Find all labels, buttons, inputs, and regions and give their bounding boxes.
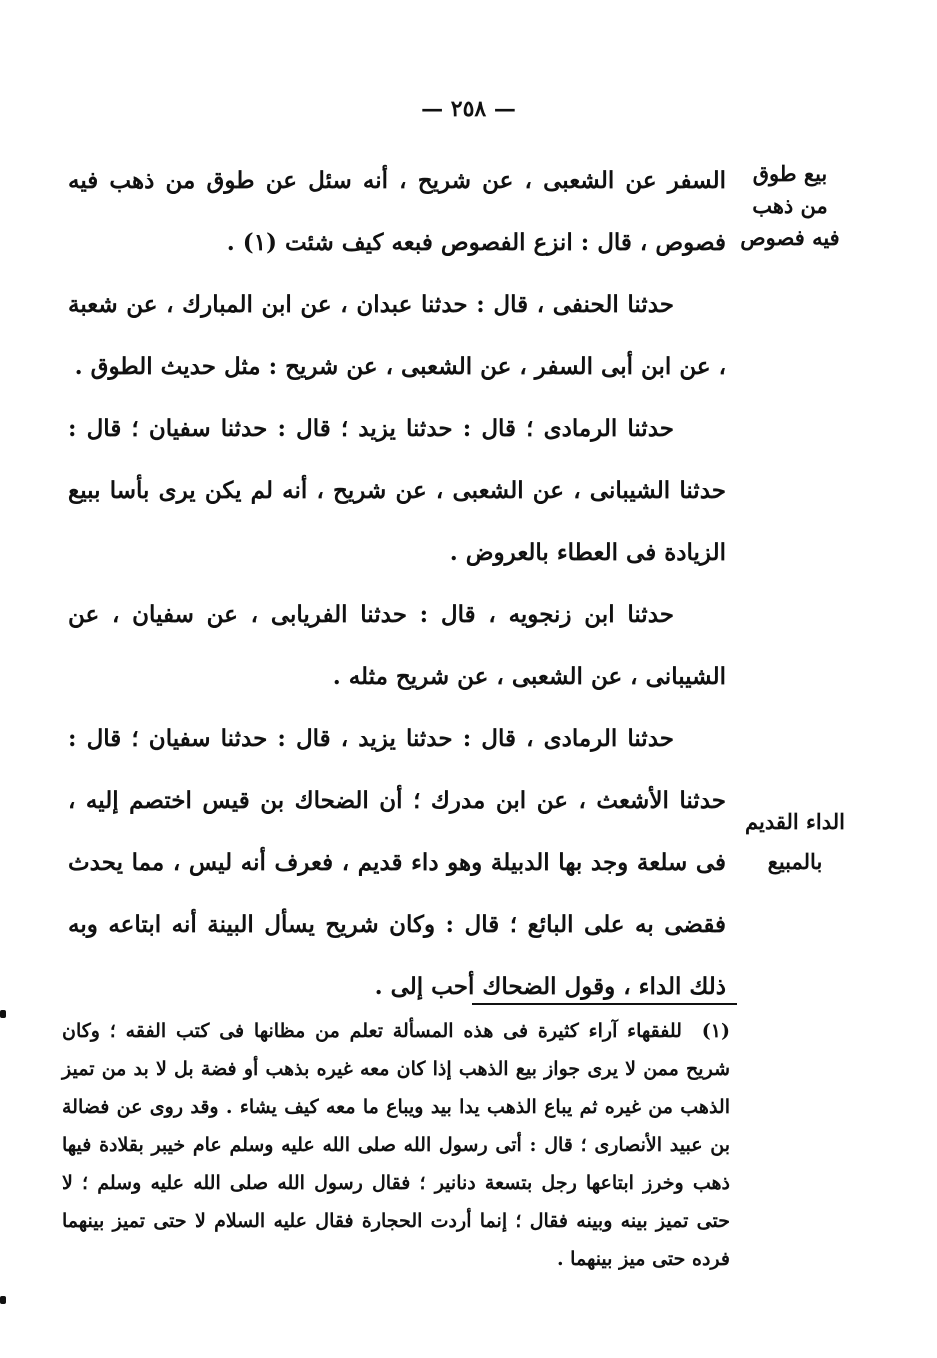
paragraph: حدثنا الرمادى ؛ قال : حدثنا يزيد ؛ قال : حدثنا سفيان ؛ قال : حدثنا الشيبانى ، عن الشعبى ، عن شريح ، أنه لم يكن يرى بأسا ببيع الزيادة فى العطاء بالعروض . [68, 415, 726, 566]
margin-note-line: من ذهب [752, 193, 828, 218]
page-number: — ٢٥٨ — [421, 96, 516, 122]
scan-speck [0, 1010, 6, 1018]
footnote-divider [472, 1003, 737, 1005]
paragraph: حدثنا الحنفى ، قال : حدثنا عبدان ، عن ابن المبارك ، عن شعبة ، عن ابن أبى السفر ، عن الشعبى ، عن شريح : مثل حديث الطوق . [68, 291, 726, 380]
margin-note-line: فيه فصوص [740, 225, 840, 250]
footnote-text: للفقهاء آراء كثيرة فى هذه المسألة تعلم من مظانها فى كتب الفقه ؛ وكان شريح ممن لا يرى جواز بيع الذهب إذا كان معه غيره بذهب أو فضة بل لا بد من تميز الذهب من غيره ثم يباع الذهب يدا بيد ويباع ما معه كيف يشاء . وقد روى عن فضالة بن عبيد الأنصارى ؛ قال : أتى رسول الله صلى الله عليه وسلم عام خيبر بقلادة فيها ذهب وخرز ابتاعها رجل بتسعة دنانير ؛ فقال رسول الله صلى الله عليه وسلم ؛ لا حتى تميز بينه وبينه فقال ؛ إنما أردت الحجارة فقال عليه السلام لا حتى تميز بينهما فرده حتى ميز بينهما . [62, 1020, 730, 1270]
footnote-marker: (١) [701, 1020, 730, 1042]
margin-note-gold-collar [735, 158, 845, 254]
scan-speck [0, 1296, 6, 1304]
footnotes [62, 1012, 730, 1278]
footnote [62, 1012, 730, 1278]
margin-note-old-defect [740, 802, 850, 882]
main-text [68, 150, 726, 1018]
paragraph: السفر عن الشعبى ، عن شريح ، أنه سئل عن طوق من ذهب فيه فصوص ، قال : انزع الفصوص فبعه كيف شئت (١) . [68, 167, 726, 256]
paragraph: حدثنا ابن زنجويه ، قال : حدثنا الفريابى ، عن سفيان ، عن الشيبانى ، عن الشعبى ، عن شريح مثله . [68, 601, 726, 690]
margin-note-line: الداء القديم [745, 809, 845, 834]
paragraph: حدثنا الرمادى ، قال : حدثنا يزيد ، قال : حدثنا سفيان ؛ قال : حدثنا الأشعث ، عن ابن مدرك ؛ أن الضحاك بن قيس اختصم إليه ، فى سلعة وجد بها الدبيلة وهو داء قديم ، فعرف أنه ليس ، مما يحدث فقضى به على البائع ؛ قال : وكان شريح يسأل البينة أنه ابتاعه وبه ذلك الداء ، وقول الضحاك أحب إلى . [68, 725, 726, 1000]
margin-note-line: بيع طوق [752, 161, 828, 186]
margin-note-line: بالمبيع [767, 849, 823, 874]
